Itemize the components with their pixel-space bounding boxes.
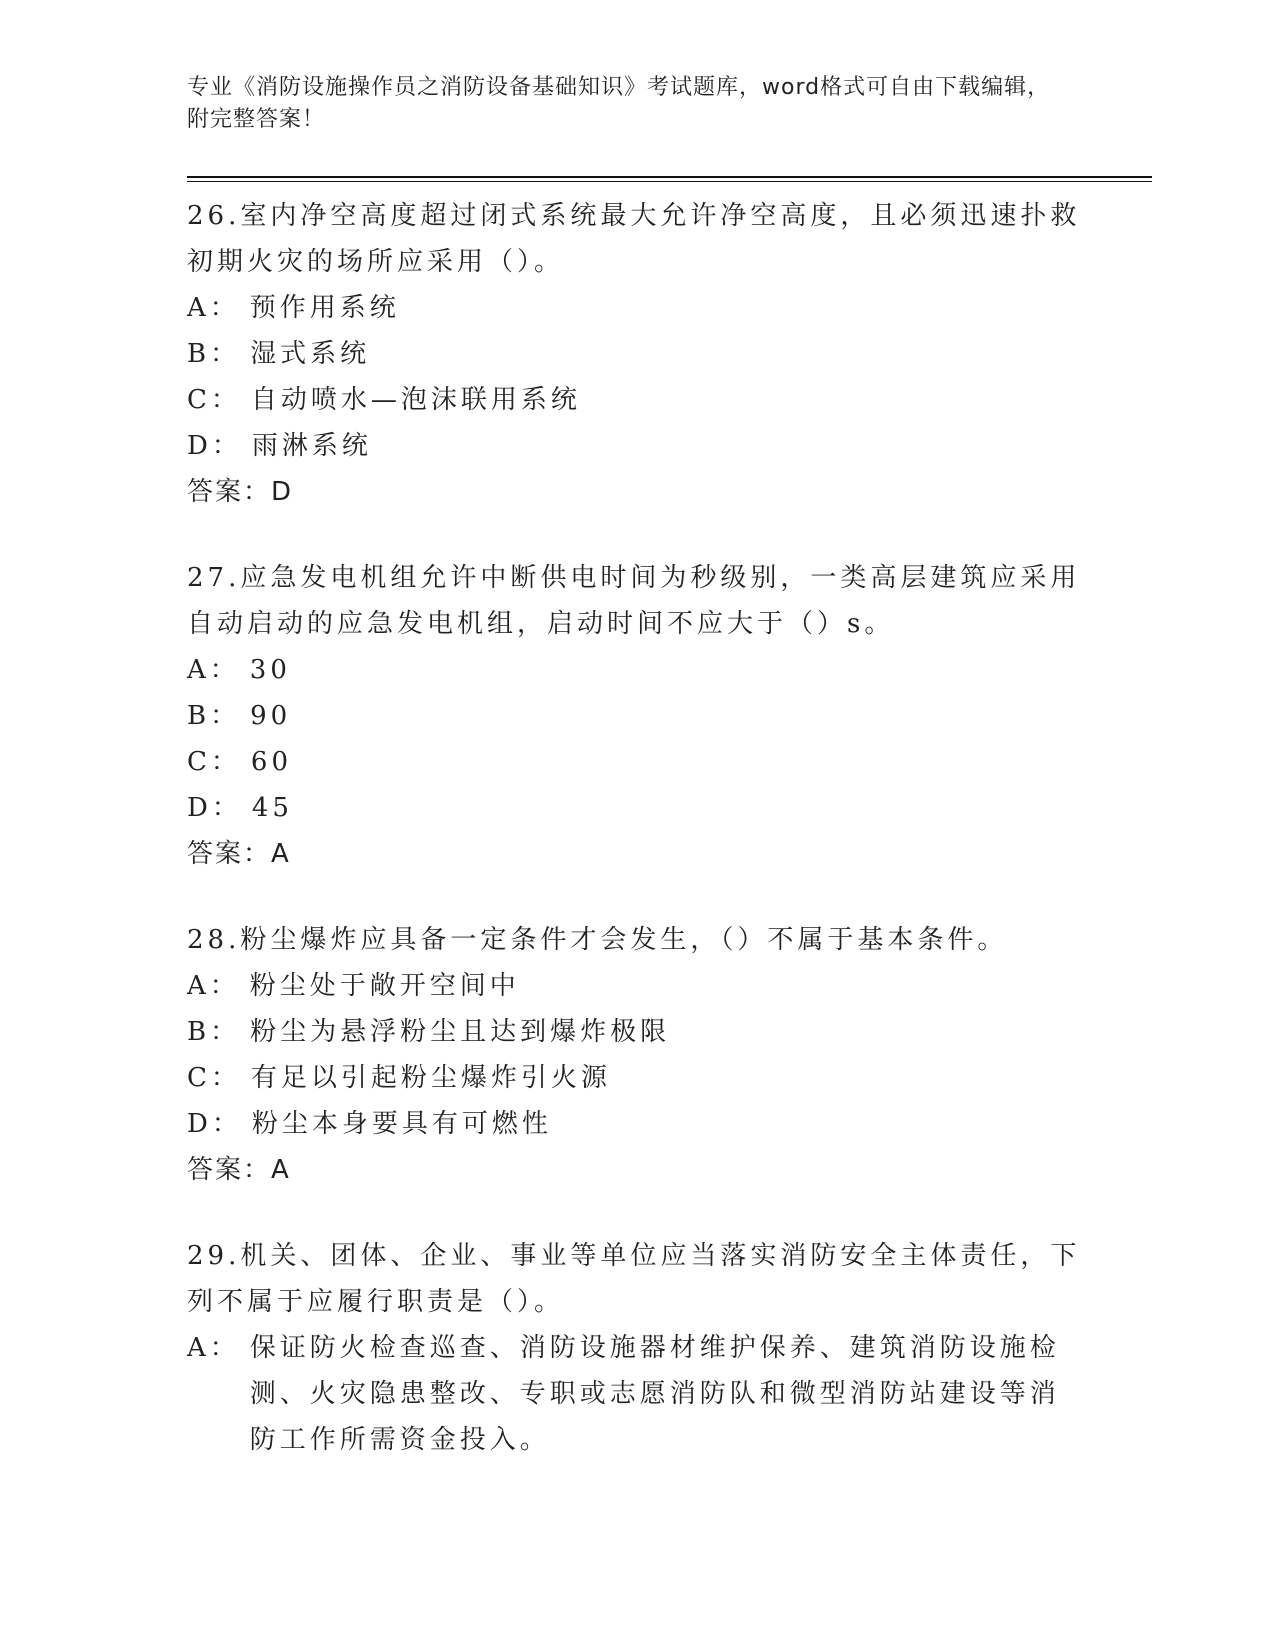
option-text: 湿式系统 bbox=[250, 339, 371, 369]
option-key: D： bbox=[187, 1109, 242, 1139]
question-stem: 26.室内净空高度超过闭式系统最大允许净空高度，且必须迅速扑救初期火灾的场所应采用（）。 bbox=[187, 201, 1081, 277]
option-text: 有足以引起粉尘爆炸引火源 bbox=[250, 1063, 611, 1093]
option-key: A： bbox=[187, 655, 240, 685]
option-key: A： bbox=[187, 293, 240, 323]
option-a bbox=[187, 963, 1087, 1009]
answer-line: 答案：D bbox=[187, 477, 294, 507]
option-a bbox=[187, 1325, 1087, 1463]
option-key: B： bbox=[187, 1017, 241, 1047]
option-key: A： bbox=[187, 1333, 240, 1363]
option-b bbox=[187, 331, 1087, 377]
option-key: B： bbox=[187, 701, 241, 731]
option-text: 保证防火检查巡查、消防设施器材维护保养、建筑消防设施检测、火灾隐患整改、专职或志愿消防队和微型消防站建设等消防工作所需资金投入。 bbox=[249, 1333, 1060, 1455]
question-stem: 28.粉尘爆炸应具备一定条件才会发生，（）不属于基本条件。 bbox=[187, 925, 1008, 955]
option-text: 雨淋系统 bbox=[251, 431, 372, 461]
option-text: 自动喷水—泡沫联用系统 bbox=[250, 385, 581, 415]
option-a bbox=[187, 647, 1087, 693]
answer-line: 答案：A bbox=[187, 1155, 291, 1185]
answer-line: 答案：A bbox=[187, 839, 291, 869]
header-divider-thick bbox=[187, 176, 1152, 178]
document-header: 专业《消防设施操作员之消防设备基础知识》考试题库，word格式可自由下载编辑，附完整答案！ bbox=[187, 75, 1051, 132]
question-28 bbox=[187, 917, 1087, 1193]
option-text: 45 bbox=[251, 793, 293, 823]
option-d bbox=[187, 423, 1087, 469]
option-key: D： bbox=[187, 431, 242, 461]
option-text: 粉尘本身要具有可燃性 bbox=[251, 1109, 552, 1139]
question-stem: 29.机关、团体、企业、事业等单位应当落实消防安全主体责任，下列不属于应履行职责是（）。 bbox=[187, 1241, 1081, 1317]
option-key: D： bbox=[187, 793, 242, 823]
option-text: 90 bbox=[250, 701, 292, 731]
option-key: B： bbox=[187, 339, 241, 369]
question-26 bbox=[187, 193, 1087, 515]
option-c bbox=[187, 1055, 1087, 1101]
question-list bbox=[187, 193, 1087, 1503]
question-stem: 27.应急发电机组允许中断供电时间为秒级别，一类高层建筑应采用自动启动的应急发电机组，启动时间不应大于（）s。 bbox=[187, 563, 1081, 639]
option-c bbox=[187, 739, 1087, 785]
option-d bbox=[187, 1101, 1087, 1147]
header-divider-thin bbox=[187, 181, 1152, 182]
question-29 bbox=[187, 1233, 1087, 1463]
question-27 bbox=[187, 555, 1087, 877]
option-text: 粉尘处于敞开空间中 bbox=[249, 971, 520, 1001]
option-text: 60 bbox=[250, 747, 292, 777]
option-b bbox=[187, 1009, 1087, 1055]
option-text: 预作用系统 bbox=[249, 293, 400, 323]
option-a bbox=[187, 285, 1087, 331]
option-text: 30 bbox=[249, 655, 291, 685]
option-key: A： bbox=[187, 971, 240, 1001]
option-d bbox=[187, 785, 1087, 831]
option-c bbox=[187, 377, 1087, 423]
option-key: C： bbox=[187, 1063, 241, 1093]
option-key: C： bbox=[187, 747, 241, 777]
option-key: C： bbox=[187, 385, 241, 415]
option-b bbox=[187, 693, 1087, 739]
option-text: 粉尘为悬浮粉尘且达到爆炸极限 bbox=[250, 1017, 671, 1047]
